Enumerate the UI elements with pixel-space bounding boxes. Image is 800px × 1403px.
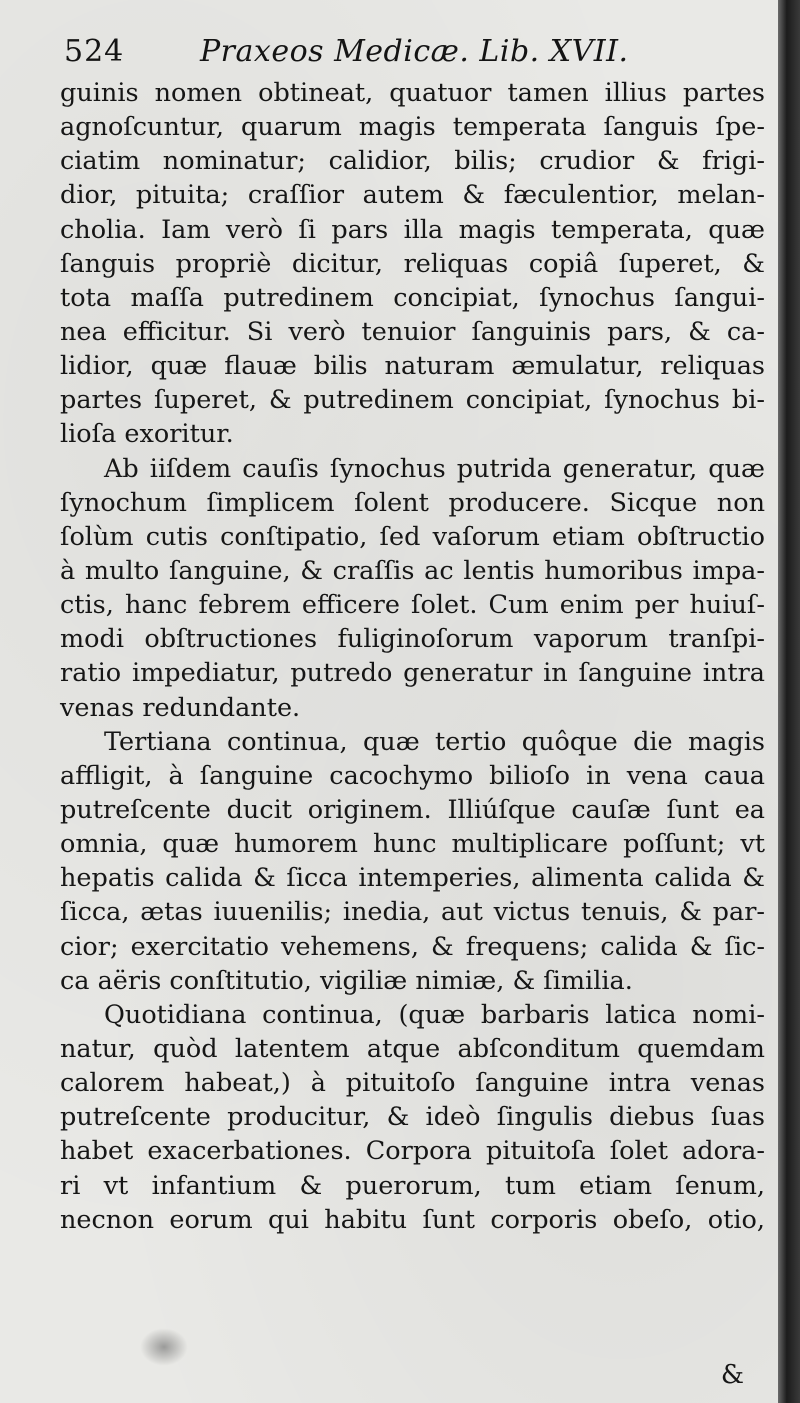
running-title: Praxeos Medicæ. Lib. XVII. <box>200 34 629 69</box>
text-line: Tertiana continua, quæ tertio quôque die magis <box>104 726 765 757</box>
ink-stain <box>140 1328 188 1366</box>
text-line: Quotidiana continua, (quæ barbaris latica nomi- <box>104 999 765 1030</box>
paragraph <box>60 725 765 998</box>
text-line: Ab iiſdem cauſis ſynochus putrida generatur, quæ <box>104 453 765 484</box>
text-line: habet exacerbationes. Corpora pituitoſa ſolet adora- <box>60 1136 765 1167</box>
text-line: lioſa exoritur. <box>60 419 234 450</box>
text-line: cholia. Iam verò ſi pars illa magis temperata, quæ <box>60 214 765 245</box>
text-line: omnia, quæ humorem hunc multiplicare poſſunt; vt <box>60 829 765 860</box>
text-line: dior, pituita; craſſior autem & fæculentior, melan- <box>60 180 765 211</box>
paragraph <box>60 998 765 1237</box>
text-line: ratio impediatur, putredo generatur in ſanguine intra <box>60 658 765 689</box>
text-line: natur, quòd latentem atque abſconditum quemdam <box>60 1033 765 1064</box>
text-line: ciatim nominatur; calidior, bilis; crudior & frigi- <box>60 146 765 177</box>
page-header <box>64 26 704 70</box>
page-edge <box>778 0 800 1403</box>
text-line: cior; exercitatio vehemens, & frequens; calida & ſic- <box>60 931 765 962</box>
text-line: tota maſſa putredinem concipiat, ſynochus ſangui- <box>60 282 765 313</box>
text-line: à multo ſanguine, & craſſis ac lentis humoribus impa- <box>60 555 765 586</box>
text-line: ca aëris conſtitutio, vigiliæ nimiæ, & ſimilia. <box>60 965 633 996</box>
text-line: ſanguis propriè dicitur, reliquas copiâ ſuperet, & <box>60 248 765 279</box>
paragraph <box>60 76 765 452</box>
catchword: & <box>720 1360 744 1390</box>
text-line: ſolùm cutis conſtipatio, ſed vaſorum etiam obſtructio <box>60 521 765 552</box>
text-line: nea efficitur. Si verò tenuior ſanguinis pars, & ca- <box>60 316 765 347</box>
text-line: putreſcente producitur, & ideò ſingulis diebus ſuas <box>60 1102 765 1133</box>
text-line: partes ſuperet, & putredinem concipiat, ſynochus bi- <box>60 385 765 416</box>
text-line: agnoſcuntur, quarum magis temperata ſanguis ſpe- <box>60 112 765 143</box>
text-line: ſicca, ætas iuuenilis; inedia, aut victus tenuis, & par- <box>60 897 765 928</box>
text-line: venas redundante. <box>60 692 301 723</box>
text-line: putreſcente ducit originem. Illiúſque cauſæ ſunt ea <box>60 794 765 825</box>
paragraph <box>60 452 765 725</box>
text-line: calorem habeat,) à pituitoſo ſanguine intra venas <box>60 1068 765 1099</box>
text-line: necnon eorum qui habitu ſunt corporis obeſo, otio, <box>60 1204 765 1235</box>
text-line: ſynochum ſimplicem ſolent producere. Sicque non <box>60 487 765 518</box>
page-number: 524 <box>64 34 125 69</box>
text-line: lidior, quæ flauæ bilis naturam æmulatur, reliquas <box>60 351 765 382</box>
text-line: affligit, à ſanguine cacochymo bilioſo in vena caua <box>60 760 765 791</box>
text-line: ri vt infantium & puerorum, tum etiam ſenum, <box>60 1170 765 1201</box>
text-line: guinis nomen obtineat, quatuor tamen illius partes <box>60 78 765 108</box>
text-line: hepatis calida & ſicca intemperies, alimenta calida & <box>60 863 765 894</box>
body-text <box>60 76 765 1237</box>
text-line: ctis, hanc febrem efficere ſolet. Cum enim per huiuſ- <box>60 590 765 621</box>
text-line: modi obſtructiones fuliginoſorum vaporum tranſpi- <box>60 624 765 655</box>
